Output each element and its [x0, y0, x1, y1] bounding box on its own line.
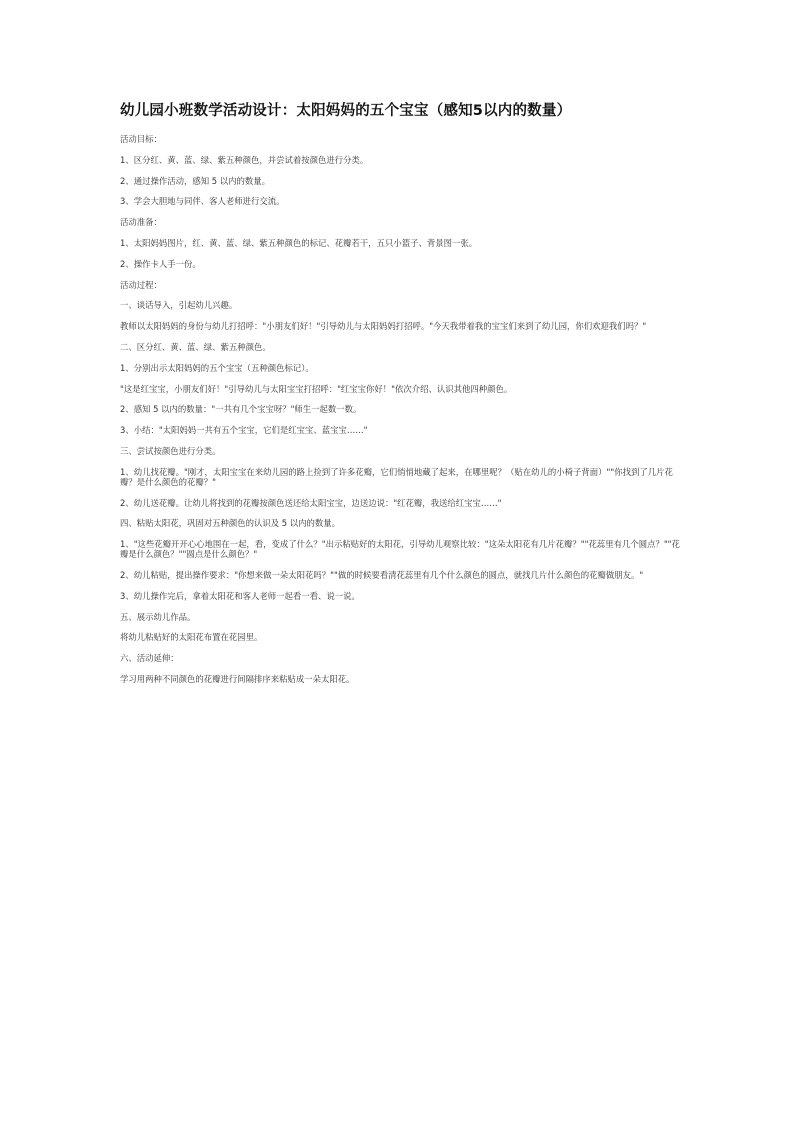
document-title: 幼儿园小班数学活动设计：太阳妈妈的五个宝宝（感知5以内的数量） [120, 103, 572, 119]
paragraph: 2、幼儿送花瓣。让幼儿将找到的花瓣按颜色送还给太阳宝宝，边送边说："红花瓣，我送给红宝宝……" [120, 497, 502, 508]
paragraph: 三、尝试按颜色进行分类。 [120, 445, 221, 456]
paragraph: 活动过程： [120, 279, 162, 290]
paragraph: 1、"这些花瓣开开心心地围在一起，看，变成了什么？"出示粘贴好的太阳花，引导幼儿观察比较："这朵太阳花有几片花瓣？""花蕊里有几个圆点？""花瓣是什么颜色？""圆点是什么颜色？" [120, 539, 680, 560]
paragraph: 2、感知 5 以内的数量："一共有几个宝宝呀？"师生一起数一数。 [120, 404, 362, 415]
paragraph: 1、区分红、黄、蓝、绿、紫五种颜色，并尝试着按颜色进行分类。 [120, 154, 369, 165]
paragraph: 3、小结："太阳妈妈一共有五个宝宝，它们是红宝宝、蓝宝宝……" [120, 425, 368, 436]
document-body [120, 134, 680, 684]
paragraph: 活动准备： [120, 217, 162, 228]
paragraph: 二、区分红、黄、蓝、绿、紫五种颜色。 [120, 341, 271, 352]
paragraph: 将幼儿粘贴好的太阳花布置在花园里。 [120, 632, 263, 643]
paragraph: 1、幼儿找花瓣。"刚才，太阳宝宝在来幼儿园的路上捡到了许多花瓣，它们悄悄地藏了起来，在哪里呢？（贴在幼儿的小椅子背面）""你找到了几片花瓣？是什么颜色的花瓣？" [120, 466, 673, 487]
paragraph: 1、太阳妈妈图片，红、黄、蓝、绿、紫五种颜色的标记、花瓣若干，五只小篮子、背景图一张。 [120, 237, 478, 248]
paragraph: 六、活动延伸： [120, 653, 179, 664]
paragraph: 学习用两种不同颜色的花瓣进行间隔排序来粘贴成一朵太阳花。 [120, 673, 355, 684]
paragraph: 一、谈话导入，引起幼儿兴趣。 [120, 300, 238, 311]
paragraph: 3、学会大胆地与同伴、客人老师进行交流。 [120, 196, 285, 207]
paragraph: 2、操作卡人手一份。 [120, 258, 201, 269]
paragraph: "这是红宝宝，小朋友们好！"引导幼儿与太阳宝宝打招呼："红宝宝你好！"依次介绍、认识其他四种颜色。 [120, 383, 513, 394]
paragraph: 2、通过操作活动，感知 5 以内的数量。 [120, 175, 270, 186]
paragraph: 活动目标： [120, 134, 162, 144]
paragraph: 四、粘贴太阳花，巩固对五种颜色的认识及 5 以内的数量。 [120, 518, 341, 529]
paragraph: 3、幼儿操作完后，拿着太阳花和客人老师一起看一看、说一说。 [120, 590, 360, 601]
document-page [120, 100, 680, 695]
paragraph: 五、展示幼儿作品。 [120, 611, 196, 622]
paragraph: 1、分别出示太阳妈妈的五个宝宝（五种颜色标记）。 [120, 362, 314, 373]
paragraph: 教师以太阳妈妈的身份与幼儿打招呼："小朋友们好！"引导幼儿与太阳妈妈打招呼。"今天我带着我的宝宝们来到了幼儿园，你们欢迎我们吗？" [120, 321, 647, 332]
paragraph: 2、幼儿粘贴，提出操作要求："你想来做一朵太阳花吗？""做的时候要看清花蕊里有几个什么颜色的圆点，就找几片什么颜色的花瓣做朋友。" [120, 569, 644, 580]
